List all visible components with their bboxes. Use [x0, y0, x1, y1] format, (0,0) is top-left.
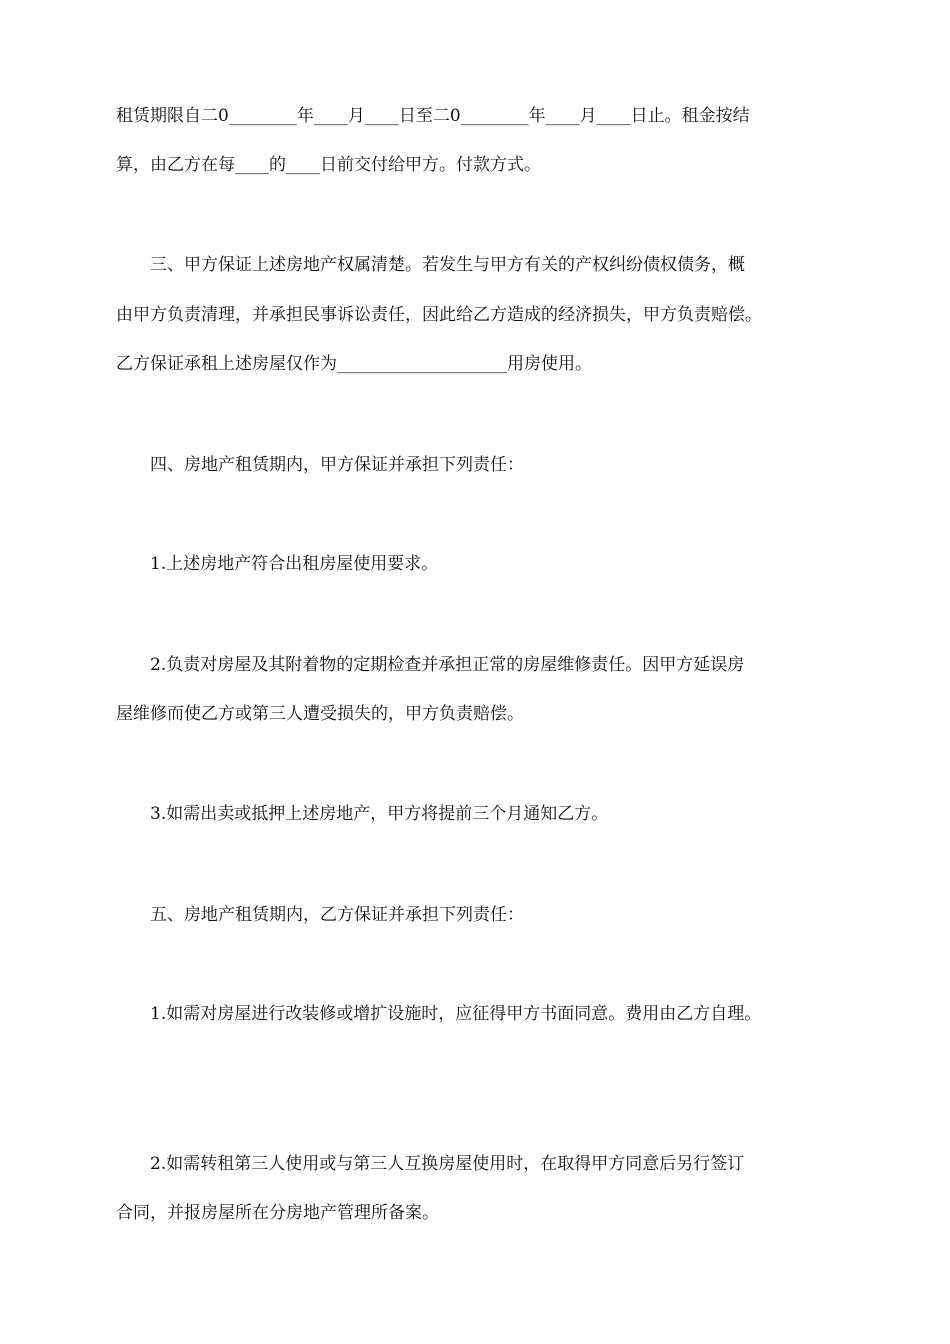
clause-3-line-3: 乙方保证承租上述房屋仅作为____________________用房使用。 — [116, 354, 592, 374]
text-line-rent-payment: 算，由乙方在每____的____日前交付给甲方。付款方式。 — [116, 155, 541, 175]
clause-3-line-2: 由甲方负责清理，并承担民事诉讼责任，因此给乙方造成的经济损失，甲方负责赔偿。 — [116, 305, 762, 325]
clause-4-item-2-line-2: 屋维修而使乙方或第三人遭受损失的，甲方负责赔偿。 — [116, 704, 524, 724]
clause-5-item-1: 1.如需对房屋进行改装修或增扩设施时，应征得甲方书面同意。费用由乙方自理。 — [150, 1004, 762, 1024]
clause-5-item-2-line-2: 合同，并报房屋所在分房地产管理所备案。 — [116, 1203, 439, 1223]
clause-4-heading: 四、房地产租赁期内，甲方保证并承担下列责任： — [150, 455, 524, 475]
clause-3-heading-line: 三、甲方保证上述房地产权属清楚。若发生与甲方有关的产权纠纷债权债务，概 — [150, 255, 745, 275]
clause-5-item-2-line-1: 2.如需转租第三人使用或与第三人互换房屋使用时，在取得甲方同意后另行签订 — [150, 1154, 745, 1174]
clause-4-item-1: 1.上述房地产符合出租房屋使用要求。 — [150, 554, 439, 574]
clause-4-item-2-line-1: 2.负责对房屋及其附着物的定期检查并承担正常的房屋维修责任。因甲方延误房 — [150, 655, 745, 675]
clause-5-heading: 五、房地产租赁期内，乙方保证并承担下列责任： — [150, 905, 524, 925]
clause-4-item-3: 3.如需出卖或抵押上述房地产，甲方将提前三个月通知乙方。 — [150, 804, 609, 824]
text-line-lease-term: 租赁期限自二0________年____月____日至二0________年____月____日止。租金按结 — [116, 106, 750, 126]
